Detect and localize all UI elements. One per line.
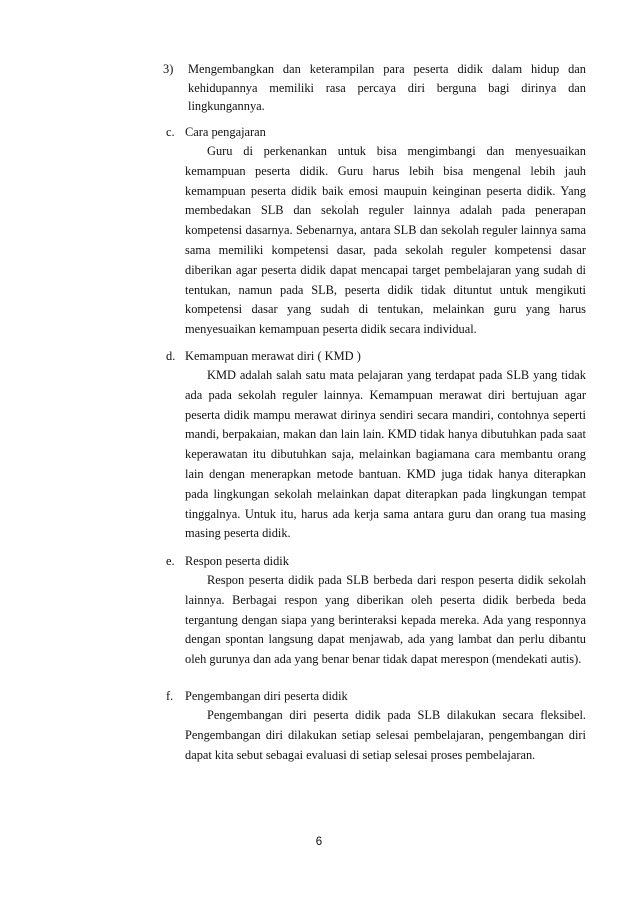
section-letter: e. <box>166 554 175 568</box>
section-letter: c. <box>166 125 175 139</box>
section-body: KMD adalah salah satu mata pelajaran yang terdapat pada SLB yang tidak ada pada sekolah reguler lainnya. Kemampuan merawat diri bertujuan agar peserta didik mampu merawat dirinya sendiri secara mandiri, contohnya seperti mandi, berpakaian, makan dan lain lain. KMD tidak hanya dibutuhkan pada saat keperawatan itu dibutuhkan saja, melainkan bagiamana cara membantu orang lain dengan menerapkan metode bantuan. KMD juga tidak hanya diterapkan pada lingkungan sekolah melainkan dapat diterapkan pada lingkungan tempat tinggalnya. Untuk itu, harus ada kerja sama antara guru dan orang tua masing masing peserta didik. <box>185 368 586 541</box>
section-title: Kemampuan merawat diri ( KMD ) <box>185 349 361 363</box>
section-heading <box>166 346 586 366</box>
section-respon-peserta-didik <box>166 551 586 670</box>
section-cara-pengajaran <box>166 122 586 340</box>
page-number: 6 <box>315 836 323 848</box>
section-title: Pengembangan diri peserta didik <box>185 689 348 703</box>
section-body: Guru di perkenankan untuk bisa mengimbangi dan menyesuaikan kemampuan peserta didik. Guru harus lebih bisa mengenal lebih jauh kemampuan peserta didik baik emosi maupuin keinginan peserta didik. Yang membedakan SLB dan sekolah reguler lainnya adalah pada penerapan kompetensi dasarnya. Sebenarnya, antara SLB dan sekolah reguler lainnya sama sama memiliki kompetensi dasar, pada sekolah reguler kompetensi dasar diberikan agar peserta didik dapat mencapai target pembelajaran yang sudah di tentukan, namun pada SLB, peserta didik tidak dituntut untuk mengikuti kompetensi dasar yang sudah di tentukan, melainkan guru yang harus menyesuaikan kemampuan peserta didik secara individual. <box>185 144 586 337</box>
section-kemampuan-merawat-diri <box>166 346 586 544</box>
list-item-3 <box>163 60 586 116</box>
section-body: Respon peserta didik pada SLB berbeda dari respon peserta didik sekolah lainnya. Berbagai respon yang diberikan oleh peserta didik berbeda beda tergantung dengan siapa yang berinteraksi kepada mereka. Ada yang responnya dengan spontan langsung dapat menjawab, ada yang lambat dan perlu dibantu oleh gurunya dan ada yang benar benar tidak dapat merespon (mendekati autis). <box>185 573 586 667</box>
list-number: 3) <box>163 62 174 76</box>
section-title: Cara pengajaran <box>185 125 266 139</box>
section-pengembangan-diri <box>166 686 586 765</box>
section-letter: d. <box>166 349 176 363</box>
list-item-text: Mengembangkan dan keterampilan para peserta didik dalam hidup dan kehidupannya memiliki rasa percaya diri berguna bagi dirinya dan lingkungannya. <box>188 62 586 114</box>
section-heading <box>166 551 586 571</box>
section-letter: f. <box>166 689 174 703</box>
section-body: Pengembangan diri peserta didik pada SLB dilakukan secara fleksibel. Pengembangan diri dilakukan setiap selesai pembelajaran, pengembangan diri dapat kita sebut sebagai evaluasi di setiap selesai proses pembelajaran. <box>185 708 586 762</box>
section-heading <box>166 686 586 706</box>
section-heading <box>166 122 586 142</box>
section-title: Respon peserta didik <box>185 554 289 568</box>
